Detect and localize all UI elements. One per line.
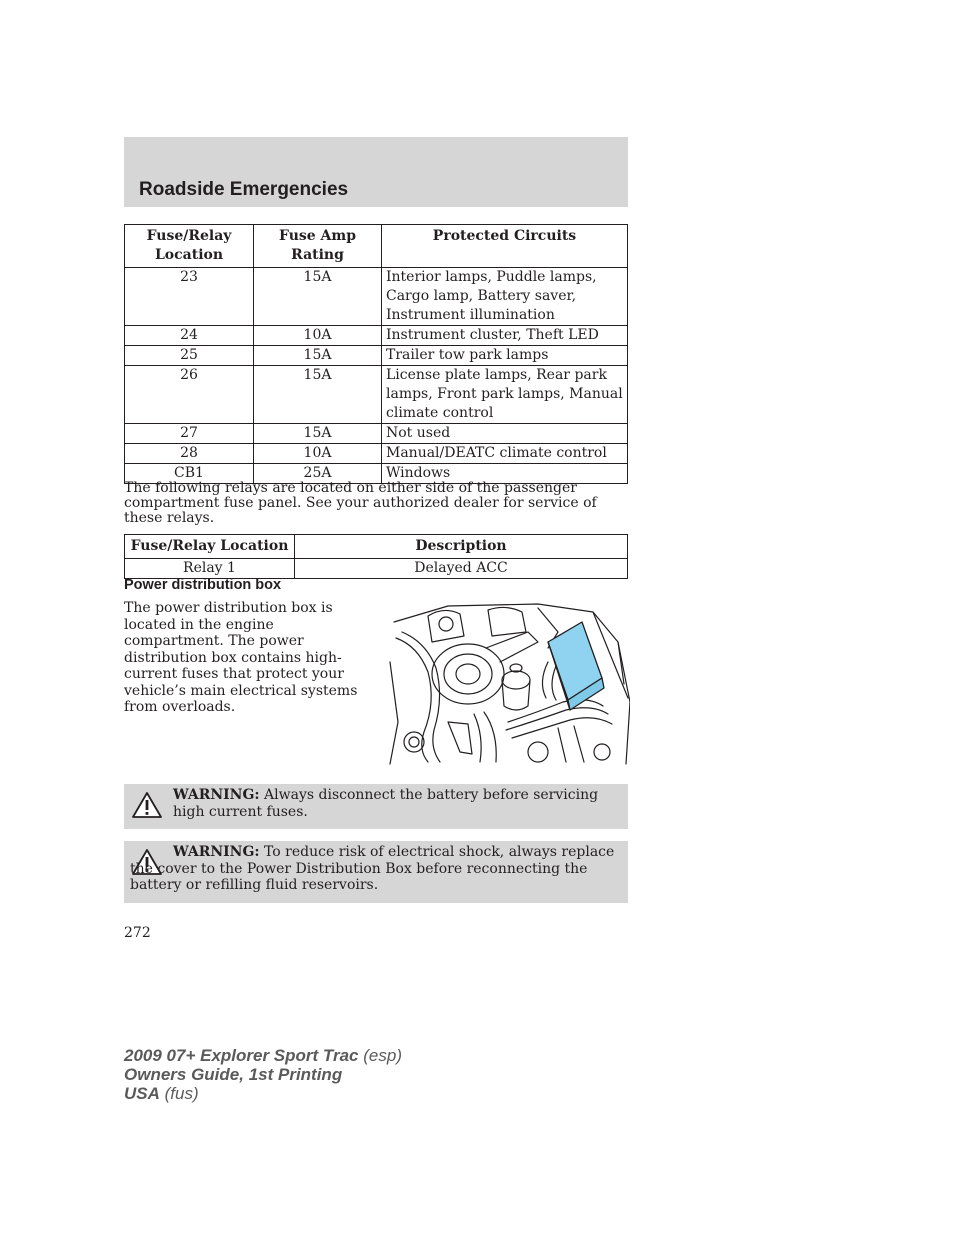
page-number: 272 — [124, 925, 151, 941]
table-cell: 28 — [125, 444, 254, 464]
table-cell: 10A — [254, 326, 382, 346]
section-heading: Power distribution box — [124, 577, 282, 593]
table-cell: Trailer tow park lamps — [382, 346, 628, 366]
table-cell: License plate lamps, Rear park lamps, Front park lamps, Manual climate control — [382, 366, 628, 424]
table-cell: 15A — [254, 366, 382, 424]
table-cell: Delayed ACC — [295, 559, 628, 579]
table-cell: 25 — [125, 346, 254, 366]
column-header-circuits: Protected Circuits — [382, 225, 628, 268]
table-cell: 27 — [125, 424, 254, 444]
relay-table — [124, 534, 628, 579]
footer-market: USA — [124, 1084, 160, 1103]
footer-vehicle: 2009 07+ Explorer Sport Trac — [124, 1046, 359, 1065]
column-header-location: Fuse/Relay Location — [125, 535, 295, 559]
table-cell: 23 — [125, 268, 254, 326]
warning-triangle-icon — [131, 791, 163, 819]
relay-table-header-row — [125, 535, 628, 559]
column-header-amp-rating: Fuse Amp Rating — [254, 225, 382, 268]
page-title: Roadside Emergencies — [139, 179, 349, 200]
section-body: The power distribution box is located in the engine compartment. The power distribution box contains high-current fuses that protect your vehicle’s main electrical systems from overloads. — [124, 600, 358, 715]
table-cell: Not used — [382, 424, 628, 444]
table-cell: Interior lamps, Puddle lamps, Cargo lamp, Battery saver, Instrument illumination — [382, 268, 628, 326]
table-cell: Instrument cluster, Theft LED — [382, 326, 628, 346]
relays-note: The following relays are located on either side of the passenger compartment fuse panel. See your authorized dealer for service of these relays. — [124, 480, 597, 526]
table-row — [125, 346, 628, 366]
table-row — [125, 366, 628, 424]
footer-market-code: (fus) — [164, 1084, 199, 1103]
table-cell: 15A — [254, 268, 382, 326]
table-cell: 15A — [254, 346, 382, 366]
fuse-table — [124, 224, 628, 484]
warning-box — [124, 784, 628, 829]
warning-message: Always disconnect the battery before servicing high current fuses. — [173, 787, 599, 820]
table-row — [125, 559, 628, 579]
table-cell: 24 — [125, 326, 254, 346]
fuse-table-header-row — [125, 225, 628, 268]
warning-box — [124, 841, 628, 903]
warning-message: To reduce risk of electrical shock, always replace the cover to the Power Distribution Box before reconnecting the battery or refilling fluid reservoirs. — [130, 844, 615, 893]
engine-compartment-illustration — [388, 602, 630, 766]
column-header-location: Fuse/Relay Location — [125, 225, 254, 268]
table-cell: Relay 1 — [125, 559, 295, 579]
table-cell: CB1 — [125, 464, 254, 484]
warning-label: WARNING: — [173, 787, 260, 803]
warning-label: WARNING: — [173, 844, 260, 860]
footer-line-3 — [124, 1084, 402, 1103]
table-cell: 15A — [254, 424, 382, 444]
footer-line-1 — [124, 1046, 402, 1065]
table-cell: 26 — [125, 366, 254, 424]
header-band — [124, 137, 628, 207]
table-cell: Windows — [382, 464, 628, 484]
table-cell: Manual/DEATC climate control — [382, 444, 628, 464]
table-row — [125, 424, 628, 444]
column-header-description: Description — [295, 535, 628, 559]
table-row — [125, 326, 628, 346]
warning-text — [130, 844, 620, 894]
table-row — [125, 444, 628, 464]
table-cell: 10A — [254, 444, 382, 464]
footer-line-2: Owners Guide, 1st Printing — [124, 1065, 343, 1084]
table-cell: 25A — [254, 464, 382, 484]
warning-text — [173, 787, 618, 820]
footer-vehicle-code: (esp) — [363, 1046, 402, 1065]
table-row — [125, 268, 628, 326]
footer — [124, 1046, 402, 1103]
